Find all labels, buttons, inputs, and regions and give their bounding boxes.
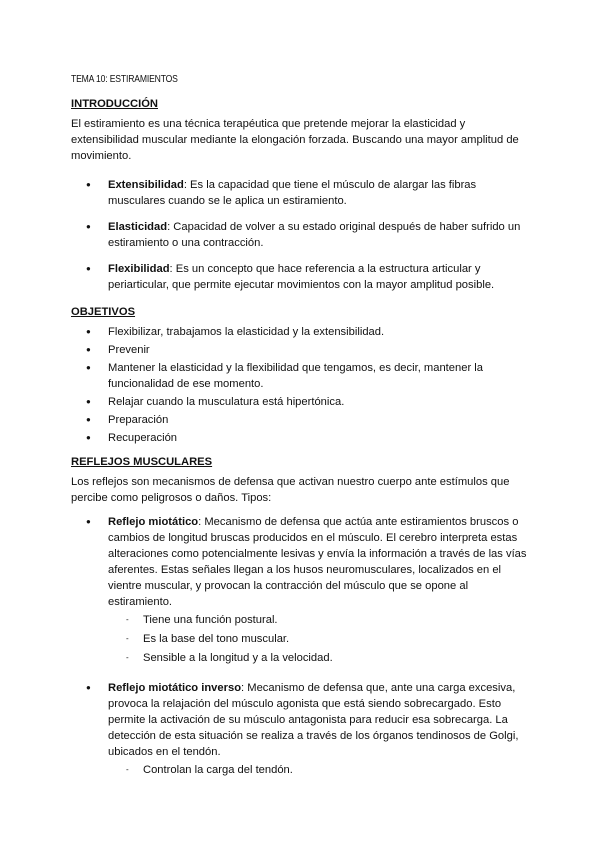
intro-paragraph: El estiramiento es una técnica terapéutica que pretende mejorar la elasticidad y extensibilidad muscular mediante la elongación forzada. Buscando una mayor amplitud de movimiento. xyxy=(71,118,519,162)
list-item: ● Relajar cuando la musculatura está hipertónica. xyxy=(71,394,531,410)
document-page xyxy=(71,72,531,781)
list-item: ● Flexibilidad: Es un concepto que hace referencia a la estructura articular y periarticular, que permite ejecutar movimientos con la mayor amplitud posible. xyxy=(71,261,531,293)
intro-definitions-list xyxy=(71,177,531,293)
sub-list xyxy=(71,612,531,666)
section-heading-introduccion: INTRODUCCIÓN xyxy=(71,98,159,110)
objetivos-list xyxy=(71,324,531,446)
document-title: TEMA 10: ESTIRAMIENTOS xyxy=(71,73,178,85)
section-heading-reflejos: REFLEJOS MUSCULARES xyxy=(71,456,213,468)
list-item: ● Prevenir xyxy=(71,342,531,358)
sub-list-item: - Tiene una función postural. xyxy=(71,612,531,628)
list-item: ● Recuperación xyxy=(71,430,531,446)
sub-list-item: - Es la base del tono muscular. xyxy=(71,631,531,647)
sub-list xyxy=(71,762,531,778)
list-item: ● Preparación xyxy=(71,412,531,428)
list-item: ● Extensibilidad: Es la capacidad que tiene el músculo de alargar las fibras musculares cuando se le aplica un estiramiento. xyxy=(71,177,531,209)
list-item: ● Mantener la elasticidad y la flexibilidad que tengamos, es decir, mantener la funcionalidad de ese momento. xyxy=(71,360,531,392)
reflejos-list xyxy=(71,514,531,778)
list-item: ● Flexibilizar, trabajamos la elasticidad y la extensibilidad. xyxy=(71,324,531,340)
sub-list-item: - Controlan la carga del tendón. xyxy=(71,762,531,778)
list-item: ● Reflejo miotático: Mecanismo de defensa que actúa ante estiramientos bruscos o cambios de longitud bruscas producidos en el músculo. El cerebro interpreta estas alteraciones como potencialmente lesivas y envía la información a través de las vías aferentes. Estas señales llegan a los husos neuromusculares, localizados en el vientre muscular, y provocan la contracción del músculo que se opone al estiramiento. - Tiene una función postural. - Es la base del tono muscular. - Sensible a la longitud y a la velocidad. xyxy=(71,514,531,666)
sub-list-item: - Sensible a la longitud y a la velocidad. xyxy=(71,650,531,666)
reflejos-paragraph: Los reflejos son mecanismos de defensa que activan nuestro cuerpo ante estímulos que percibe como peligrosos o daños. Tipos: xyxy=(71,476,510,504)
section-heading-objetivos: OBJETIVOS xyxy=(71,306,136,318)
list-item: ● Elasticidad: Capacidad de volver a su estado original después de haber sufrido un estiramiento o una contracción. xyxy=(71,219,531,251)
list-item: ● Reflejo miotático inverso: Mecanismo de defensa que, ante una carga excesiva, provoca la relajación del músculo agonista que está siendo sobrecargado. Esto permite la activación de su músculo antagonista para reducir esa sobrecarga. La detección de esta situación se realiza a través de los órganos tendinosos de Golgi, ubicados en el tendón. - Controlan la carga del tendón. xyxy=(71,680,531,778)
